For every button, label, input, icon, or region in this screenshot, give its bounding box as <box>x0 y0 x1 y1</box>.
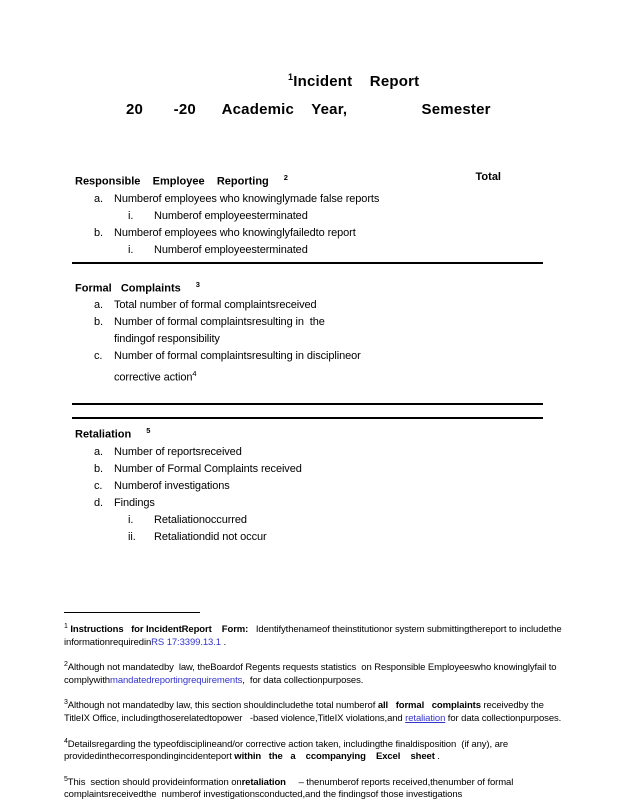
list-item-text: Numberof employees who knowinglymade false reports <box>114 192 380 205</box>
list-marker: a. <box>94 445 103 458</box>
list-item <box>94 225 618 242</box>
list-item <box>128 208 618 225</box>
list-item-text: Numberof investigations <box>114 479 230 492</box>
mandated-reporting-requirements-link[interactable]: mandatedreportingrequirements <box>110 674 243 686</box>
list-item <box>94 478 618 495</box>
footnote-number: 2 <box>64 661 68 669</box>
list-item <box>94 348 618 387</box>
list-marker: i. <box>128 209 134 222</box>
list-item <box>94 495 618 512</box>
list-marker: a. <box>94 299 103 312</box>
list-marker: c. <box>94 479 103 492</box>
list-marker: d. <box>94 496 103 509</box>
list-item-text: Number of Formal Complaints received <box>114 462 302 475</box>
section-heading-responsible-employee-reporting <box>75 169 288 191</box>
footnote-number: 3 <box>64 699 68 707</box>
list-item-text: Numberof employeesterminated <box>154 243 308 256</box>
list-item-text: Total number of formal complaintsreceived <box>114 299 317 312</box>
list-marker: a. <box>94 192 103 205</box>
page-title <box>288 68 618 91</box>
list-item-text: Number of formal complaintsresulting in disciplineor corrective action$^4$ <box>114 350 361 384</box>
footnote-bold-text: within the a ccompanying Excel sheet <box>234 751 435 763</box>
footnote-number: 4 <box>64 737 68 745</box>
list-item <box>128 242 618 259</box>
list-marker: b. <box>94 462 103 475</box>
retaliation-link[interactable]: retaliation <box>405 713 446 725</box>
list-marker: b. <box>94 226 103 239</box>
footnote-marker-5: 5 <box>146 425 151 435</box>
page-title-text: Incident Report <box>293 73 420 90</box>
title-footnote-marker: 1 <box>288 72 294 82</box>
footnote-marker-4: 4 <box>192 369 197 379</box>
footnote-bold-text: retaliation <box>241 776 286 788</box>
list-item <box>128 529 618 546</box>
section-divider <box>72 262 543 264</box>
section-heading-text: Retaliation <box>75 428 132 441</box>
list-item-text: Numberof employeesterminated <box>154 209 308 222</box>
list-item-text: Number of formal complaintsresulting in the findingof responsibility <box>114 316 325 346</box>
total-column-header: Total <box>475 171 501 183</box>
statute-link[interactable]: RS 17:3399.13.1 <box>151 636 221 648</box>
footnote-5: $^5$This section should provideinformation onretaliation – thenumberof reports received,thenumber of formal complaintsreceivedthe numberof investigationsconducted,and the findingsof those investigations <box>64 775 516 800</box>
list-item-text: Retaliationdid not occur <box>154 530 267 543</box>
section-divider <box>72 403 543 405</box>
footnote-bold-text: Instructions for IncidentReport Form: <box>67 624 249 636</box>
list-item-text: Retaliationoccurred <box>154 513 247 526</box>
list-marker: i. <box>128 243 134 256</box>
section-heading-text: Formal Complaints <box>75 282 181 295</box>
list-item <box>128 512 618 529</box>
section-heading-text: Responsible Employee Reporting <box>75 175 269 188</box>
footnote-2: $^2$Although not mandatedby law, theBoardof Regents requests statistics on Responsible Employeeswho knowinglyfail to complywithmandatedreportingrequirements, for data collectionpurposes. <box>64 661 560 686</box>
section-heading-formal-complaints <box>75 276 618 298</box>
section-heading-retaliation <box>75 422 618 444</box>
list-marker: c. <box>94 350 103 363</box>
list-item <box>94 191 618 208</box>
list-item <box>94 444 618 461</box>
footnote-1: $^1$ Instructions for IncidentReport Form: Identifythenameof theinstitutionor system submittingthereport to includethe informationrequiredinRS 17:3399.13.1 . <box>64 623 565 648</box>
footnote-marker-2: 2 <box>283 173 288 182</box>
section-responsible-employee-reporting-header <box>75 169 501 191</box>
list-marker: i. <box>128 513 134 526</box>
section-divider <box>72 417 543 419</box>
list-marker: ii. <box>128 530 136 543</box>
list-item-text: Numberof employees who knowinglyfailedto report <box>114 226 356 239</box>
footnote-number: 5 <box>64 775 68 783</box>
title-academic-year-line: 20 -20 Academic Year, Semester <box>126 101 491 118</box>
list-item <box>94 314 618 348</box>
list-item <box>94 461 618 478</box>
list-marker: b. <box>94 316 103 329</box>
footnote-4: $^4$Detailsregarding the typeofdisciplineand/or corrective action taken, includingthe finaldisposition (if any), are providedinthecorrespondingincidenteport within the a ccompanying Excel sheet . <box>64 737 511 763</box>
footnote-number: 1 <box>64 623 68 631</box>
footnote-marker-3: 3 <box>195 279 200 289</box>
list-item-text: Findings <box>114 496 155 509</box>
list-item-text: Number of reportsreceived <box>114 445 242 458</box>
list-item <box>94 297 618 314</box>
footnote-bold-text: all formal complaints <box>377 700 481 712</box>
footnote-3: $^3$Although not mandatedby law, this section shouldincludethe total numberof all formal complaints receivedby the TitleIX Office, includingthoserelatedtopower -based violence,TitleIX violations,and retaliation for data collectionpurposes. <box>64 699 562 725</box>
footnote-divider <box>64 612 200 614</box>
